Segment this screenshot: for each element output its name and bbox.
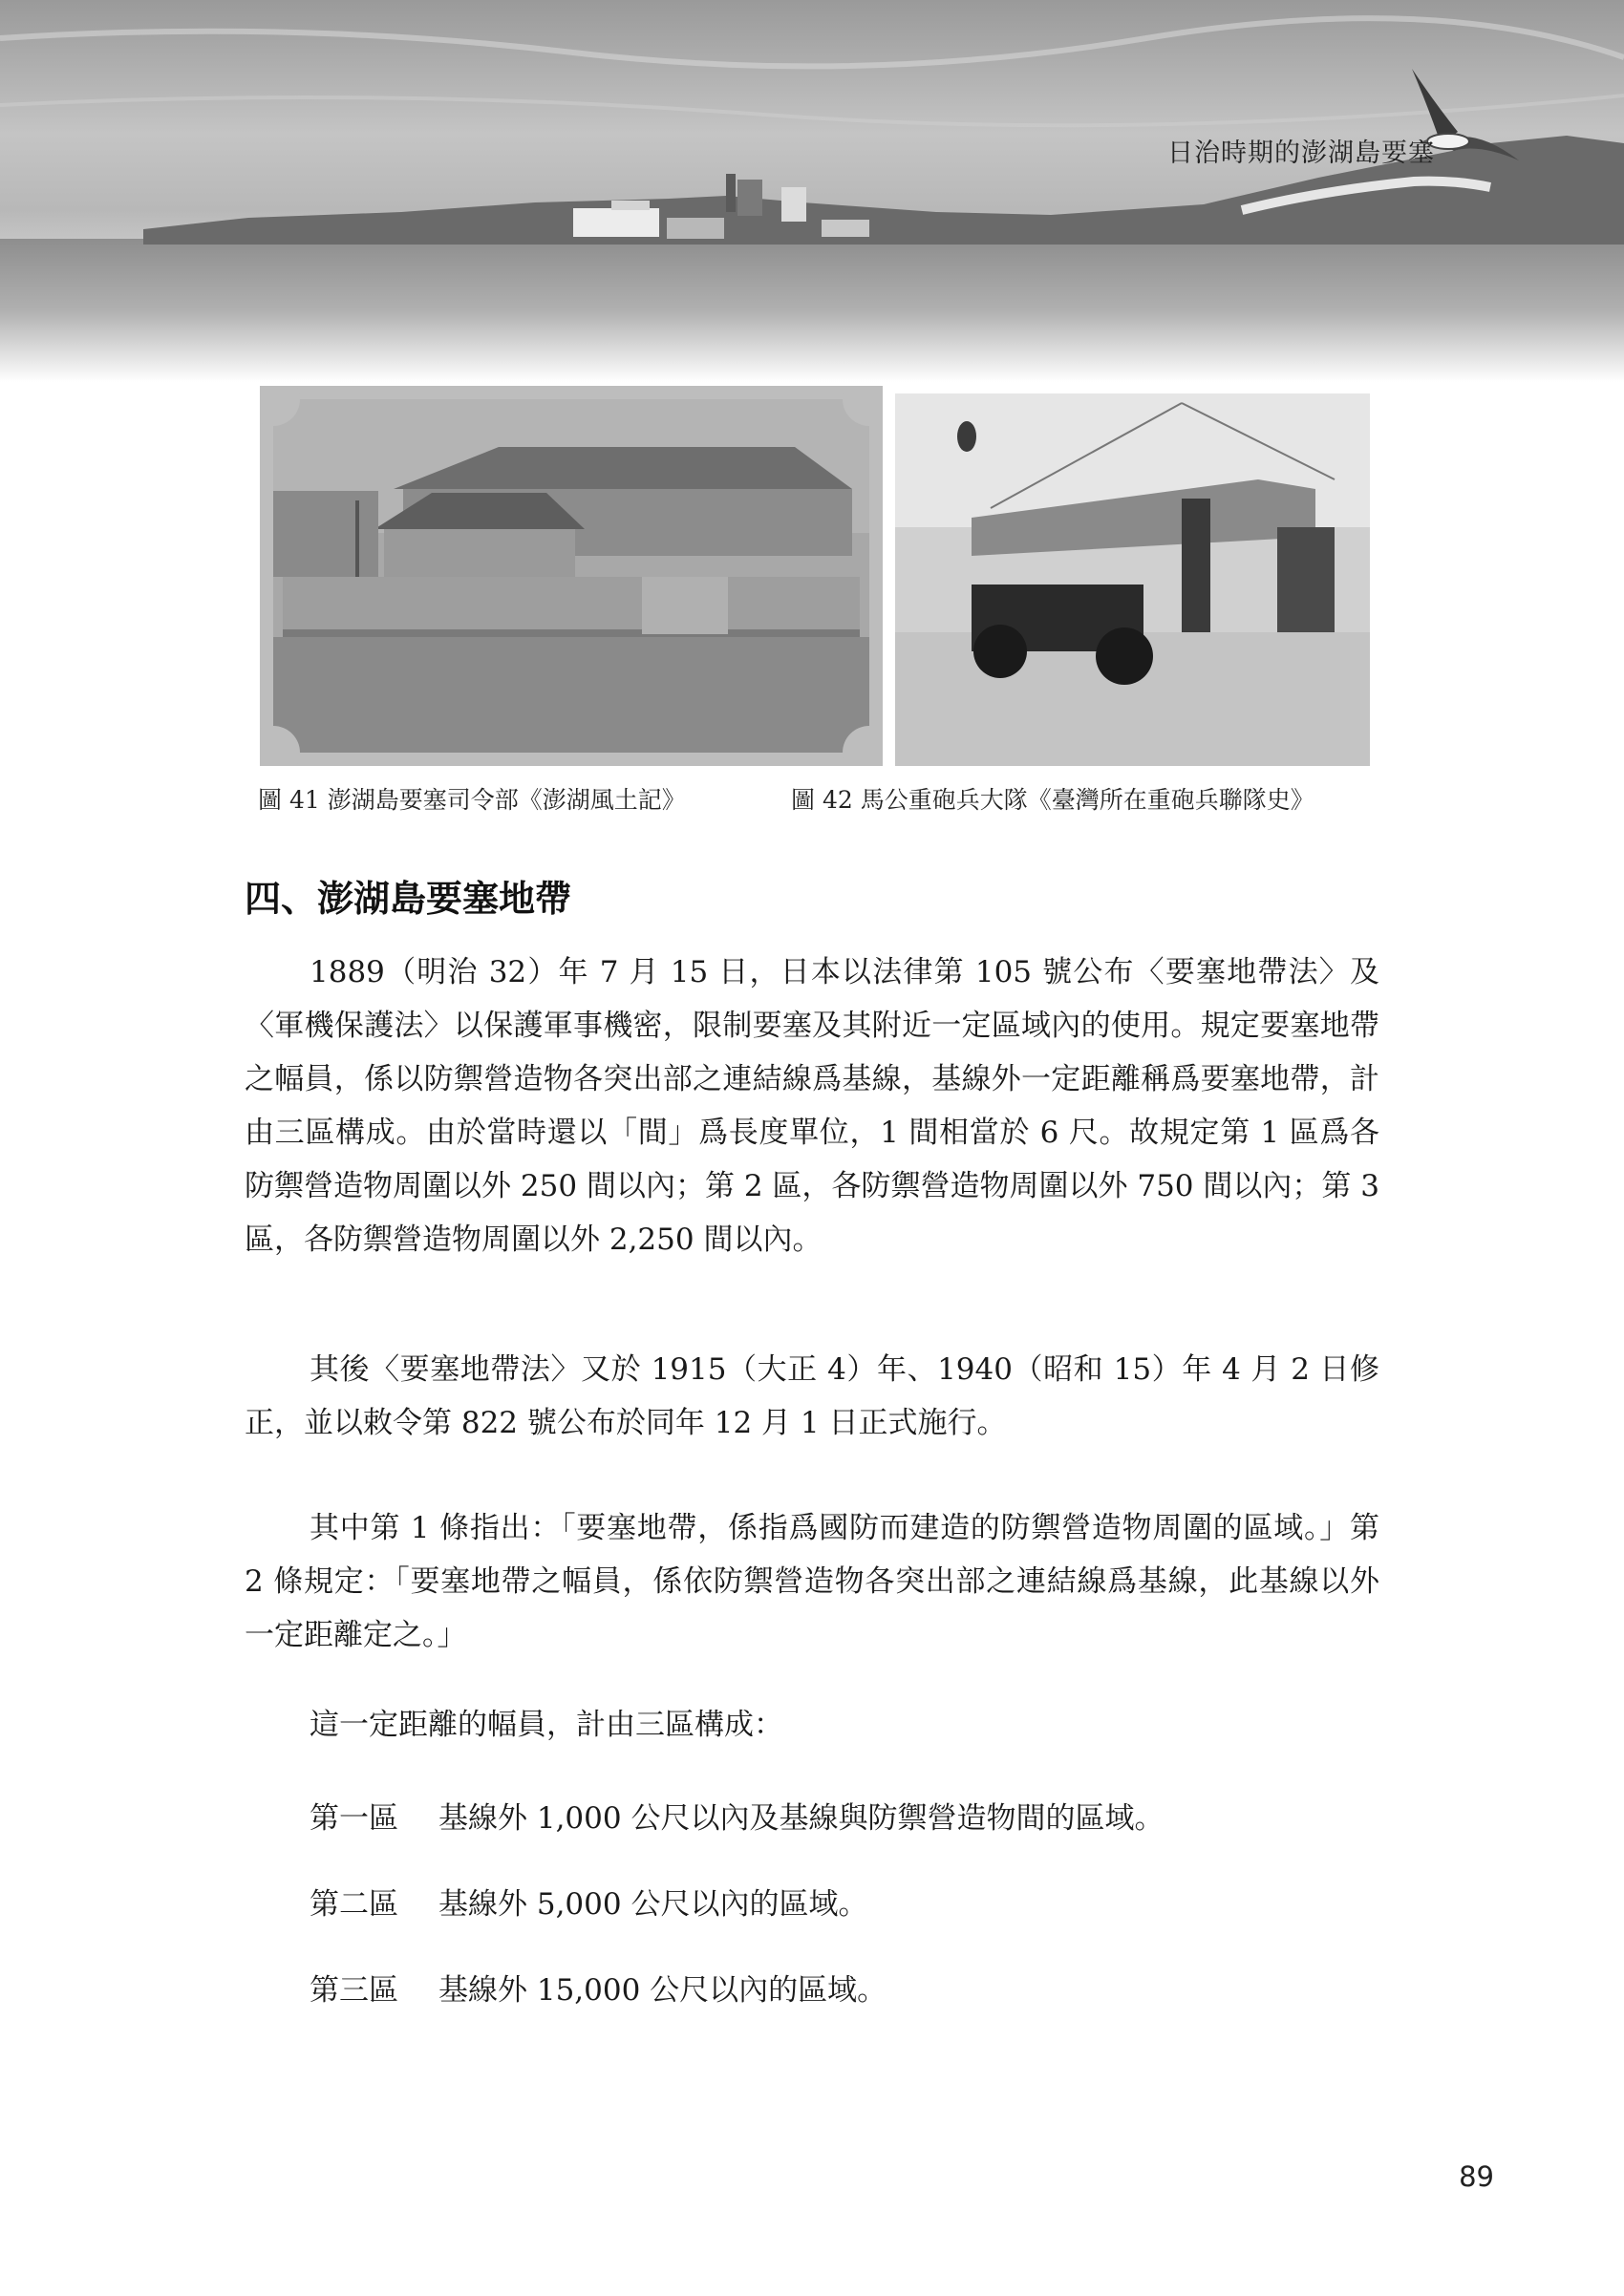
figure-42-caption: 圖 42 馬公重砲兵大隊《臺灣所在重砲兵聯隊史》: [791, 786, 1314, 814]
section-title: 四、澎湖島要塞地帶: [245, 877, 572, 920]
paragraph: 1889（明治 32）年 7 月 15 日，日本以法律第 105 號公布〈要塞地帶法〉及〈軍機保護法〉以保護軍事機密，限制要塞及其附近一定區域內的使用。規定要塞地帶之幅員，係以防禦營造物各突出部之連結線爲基線，基線外一定距離稱爲要塞地帶，計由三區構成。由於當時還以「間」爲長度單位，1 間相當於 6 尺。故規定第 1 區爲各防禦營造物周圍以外 250 間以內；第 2 區，各防禦營造物周圍以外 750 間以內；第 3 區，各防禦營造物周圍以外 2,250 間以內。: [245, 955, 1379, 1257]
zone-name: 第二區: [310, 1887, 398, 1922]
paragraph: 其中第 1 條指出：「要塞地帶，係指爲國防而建造的防禦營造物周圍的區域。」第 2 條規定：「要塞地帶之幅員，係依防禦營造物各突出部之連結線爲基線，此基線以外一定距離定之。」: [245, 1511, 1379, 1652]
header-banner: [0, 0, 1624, 382]
figure-42-photo: [895, 393, 1370, 766]
paragraph: 其後〈要塞地帶法〉又於 1915（大正 4）年、1940（昭和 15）年 4 月 2 日修正，並以敕令第 822 號公布於同年 12 月 1 日正式施行。: [245, 1352, 1379, 1440]
figure-41-photo: [260, 386, 883, 766]
paragraph: 這一定距離的幅員，計由三區構成：: [310, 1708, 783, 1742]
zone-name: 第一區: [310, 1801, 398, 1836]
zone-item: [310, 1878, 867, 1931]
zone-desc: 基線外 1,000 公尺以內及基線與防禦營造物間的區域。: [438, 1801, 1165, 1836]
zone-desc: 基線外 5,000 公尺以內的區域。: [438, 1887, 868, 1922]
zone-desc: 基線外 15,000 公尺以內的區域。: [438, 1973, 887, 2008]
page-number: 89: [1459, 2160, 1494, 2193]
zone-item: [310, 1964, 887, 2017]
running-header-title: 日治時期的澎湖島要塞: [1167, 138, 1435, 168]
zone-name: 第三區: [310, 1973, 398, 2008]
figure-41-caption: 圖 41 澎湖島要塞司令部《澎湖風土記》: [258, 786, 686, 814]
zone-item: [310, 1792, 1164, 1845]
